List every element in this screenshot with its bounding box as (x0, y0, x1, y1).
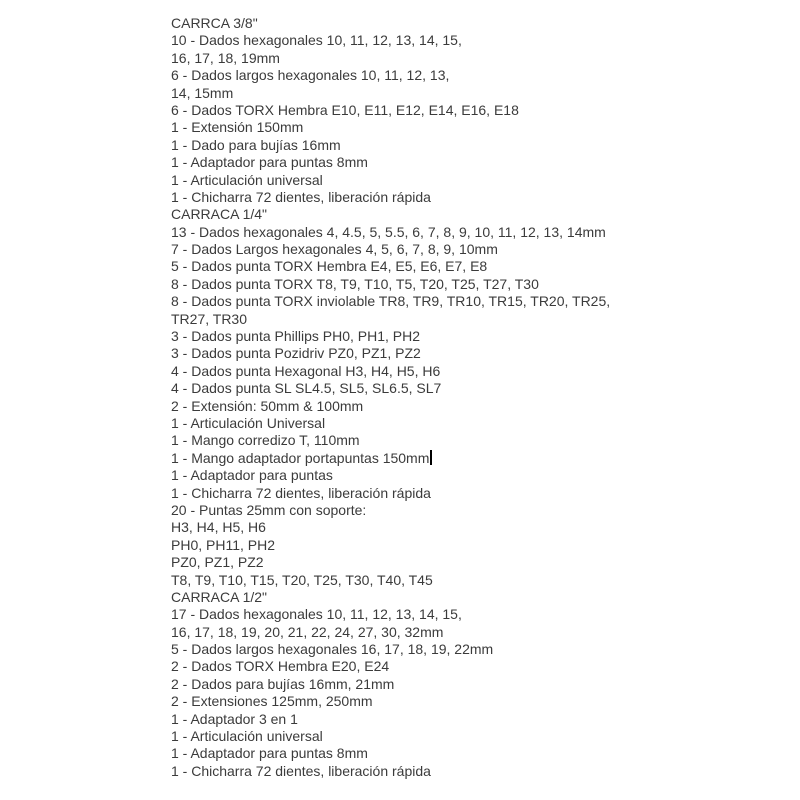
text-line[interactable]: 1 - Dado para bujías 16mm (171, 136, 341, 153)
text-line[interactable]: 7 - Dados Largos hexagonales 4, 5, 6, 7, 8, 9, 10mm (171, 241, 498, 258)
text-line[interactable]: H3, H4, H5, H6 (171, 519, 266, 536)
text-line[interactable]: 4 - Dados punta SL SL4.5, SL5, SL6.5, SL7 (171, 380, 442, 397)
text-line[interactable]: 1 - Adaptador 3 en 1 (171, 710, 298, 727)
text-line[interactable]: 17 - Dados hexagonales 10, 11, 12, 13, 14, 15, (171, 606, 462, 623)
text-line[interactable]: 1 - Mango corredizo T, 110mm (171, 432, 360, 449)
text-line[interactable]: 1 - Chicharra 72 dientes, liberación rápida (171, 762, 431, 779)
text-line[interactable]: CARRACA 1/4" (171, 206, 268, 223)
text-line[interactable]: 1 - Articulación universal (171, 171, 323, 188)
text-line[interactable]: 5 - Dados largos hexagonales 16, 17, 18, 19, 22mm (171, 641, 494, 658)
text-cursor (430, 450, 432, 465)
text-line[interactable]: 6 - Dados TORX Hembra E10, E11, E12, E14, E16, E18 (171, 101, 519, 118)
text-line[interactable]: PH0, PH11, PH2 (171, 536, 276, 553)
text-editor[interactable] (171, 15, 791, 780)
text-line[interactable]: 2 - Dados para bujías 16mm, 21mm (171, 675, 395, 692)
text-line[interactable]: 13 - Dados hexagonales 4, 4.5, 5, 5.5, 6, 7, 8, 9, 10, 11, 12, 13, 14mm (171, 223, 606, 240)
text-line[interactable]: TR27, TR30 (171, 310, 247, 327)
text-line[interactable]: 5 - Dados punta TORX Hembra E4, E5, E6, E7, E8 (171, 258, 488, 275)
text-line[interactable]: 1 - Adaptador para puntas (171, 467, 333, 484)
text-line[interactable]: 6 - Dados largos hexagonales 10, 11, 12, 13, (171, 67, 450, 84)
text-line[interactable]: 1 - Adaptador para puntas 8mm (171, 745, 368, 762)
text-line[interactable]: 2 - Extensiones 125mm, 250mm (171, 693, 373, 710)
text-line[interactable]: 8 - Dados punta TORX inviolable TR8, TR9, TR10, TR15, TR20, TR25, (171, 293, 611, 310)
text-line[interactable]: CARRACA 1/2" (171, 588, 268, 605)
text-line[interactable]: 20 - Puntas 25mm con soporte: (171, 501, 367, 518)
text-line[interactable]: 10 - Dados hexagonales 10, 11, 12, 13, 14, 15, (171, 32, 462, 49)
text-line[interactable]: 1 - Articulación Universal (171, 414, 326, 431)
text-line[interactable]: CARRCA 3/8" (171, 15, 258, 31)
text-line[interactable]: PZ0, PZ1, PZ2 (171, 554, 264, 571)
text-line[interactable]: 4 - Dados punta Hexagonal H3, H4, H5, H6 (171, 362, 441, 379)
text-line[interactable]: 16, 17, 18, 19, 20, 21, 22, 24, 27, 30, 32mm (171, 623, 444, 640)
text-line[interactable]: 14, 15mm (171, 84, 234, 101)
text-line[interactable]: 1 - Articulación universal (171, 728, 323, 745)
text-line[interactable]: 3 - Dados punta Phillips PH0, PH1, PH2 (171, 328, 421, 345)
text-line[interactable]: 1 - Chicharra 72 dientes, liberación rápida (171, 484, 431, 501)
text-line[interactable]: 8 - Dados punta TORX T8, T9, T10, T5, T20, T25, T27, T30 (171, 275, 539, 292)
text-line[interactable]: 1 - Extensión 150mm (171, 119, 304, 136)
text-line[interactable]: 2 - Extensión: 50mm & 100mm (171, 397, 364, 414)
text-line[interactable]: 1 - Mango adaptador portapuntas 150mm (171, 450, 791, 467)
text-line[interactable]: 3 - Dados punta Pozidriv PZ0, PZ1, PZ2 (171, 345, 421, 362)
text-line[interactable]: 16, 17, 18, 19mm (171, 49, 280, 66)
text-line[interactable]: T8, T9, T10, T15, T20, T25, T30, T40, T45 (171, 571, 433, 588)
text-line[interactable]: 1 - Adaptador para puntas 8mm (171, 154, 368, 171)
text-line[interactable]: 1 - Chicharra 72 dientes, liberación rápida (171, 188, 431, 205)
text-line[interactable]: 2 - Dados TORX Hembra E20, E24 (171, 658, 390, 675)
